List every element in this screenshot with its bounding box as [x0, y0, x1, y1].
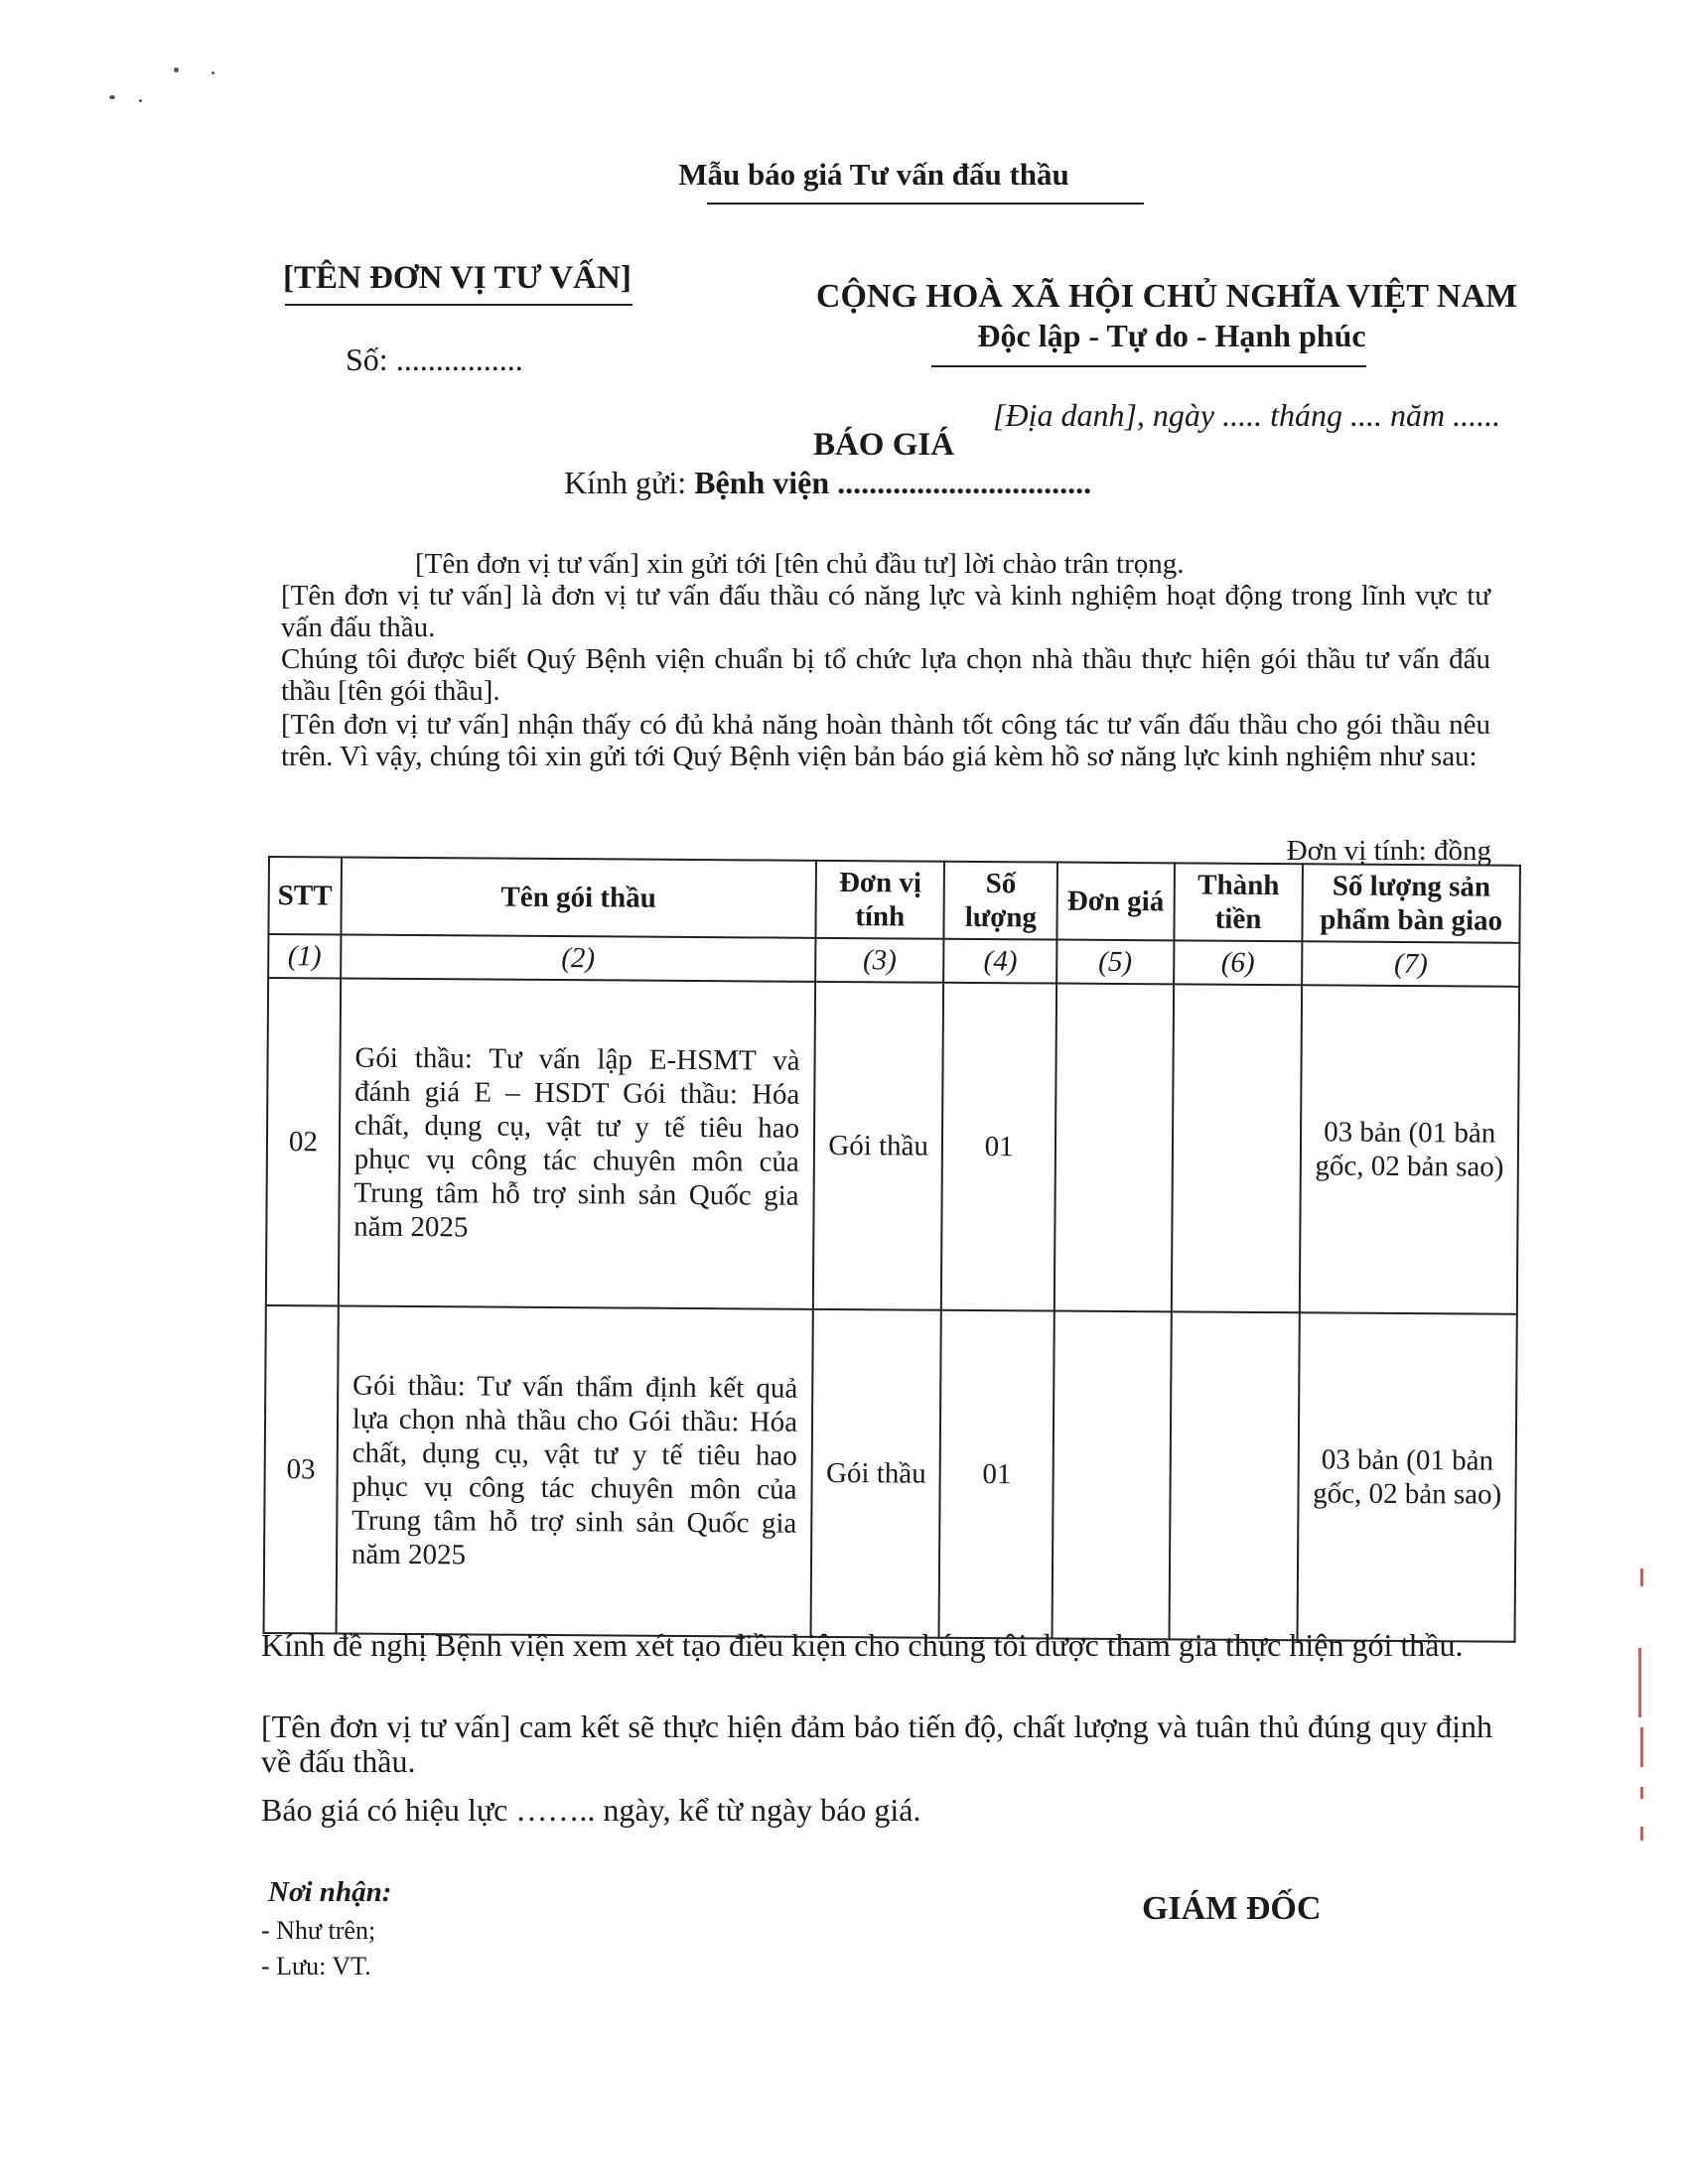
recipient-item: - Như trên; [261, 1916, 376, 1945]
recipient-name: Bệnh viện ................................ [694, 465, 1092, 500]
scan-speck [109, 95, 115, 99]
index-cell: (1) [268, 934, 341, 979]
scan-speck [211, 71, 214, 74]
header-quantity: Số lượng [944, 862, 1057, 940]
org-name: [TÊN ĐƠN VỊ TƯ VẤN] [283, 260, 632, 296]
intro-paragraph-2: [Tên đơn vị tư vấn] là đơn vị tư vấn đấu thầu có năng lực và kinh nghiệm hoạt động trong lĩnh vực tư vấn đấu thầu. [281, 580, 1490, 643]
row-total [1171, 984, 1302, 1312]
index-cell: (3) [815, 938, 944, 983]
header-package-name: Tên gói thầu [341, 858, 816, 938]
row-unit: Gói thầu [811, 1309, 942, 1638]
recipient-item: - Lưu: VT. [261, 1952, 371, 1980]
index-cell: (7) [1302, 941, 1519, 987]
index-cell: (5) [1056, 940, 1174, 985]
scan-edge-mark [1640, 1827, 1643, 1841]
scan-edge-mark [1640, 1569, 1643, 1586]
row-unit: Gói thầu [813, 982, 944, 1310]
index-cell: (6) [1174, 940, 1303, 985]
row-quantity: 01 [941, 983, 1056, 1311]
row-stt: 03 [264, 1305, 339, 1634]
recipient-prefix: Kính gửi: [564, 465, 687, 500]
header-stt: STT [268, 857, 341, 935]
document-number: Số: ................ [346, 341, 523, 377]
recipients-title: Nơi nhận: [268, 1876, 392, 1908]
scan-speck [139, 99, 142, 102]
row-stt: 02 [266, 978, 341, 1306]
recipient-line [564, 465, 1091, 501]
table-header-row [268, 857, 1520, 943]
form-title: Mẫu báo giá Tư vấn đấu thầu [678, 157, 1069, 192]
header-deliverables: Số lượng sản phẩm bàn giao [1303, 864, 1520, 943]
row-package-name: Gói thầu: Tư vấn lập E-HSMT và đánh giá E – HSDT Gói thầu: Hóa chất, dụng cụ, vật tư y tế tiêu hao phục vụ công tác chuyên môn của Trung tâm hỗ trợ sinh sản Quốc gia năm 2025 [339, 979, 815, 1309]
index-cell: (4) [943, 939, 1056, 984]
row-unit-price [1053, 1311, 1172, 1640]
national-motto: Độc lập - Tự do - Hạnh phúc [977, 318, 1366, 353]
closing-paragraph-1: Kính đề nghị Bệnh viện xem xét tạo điều kiện cho chúng tôi được tham gia thực hiện gói thầu. [261, 1627, 1464, 1663]
row-quantity: 01 [939, 1310, 1055, 1639]
row-deliverables: 03 bản (01 bản gốc, 02 bản sao) [1298, 1312, 1517, 1642]
table-row [266, 978, 1519, 1314]
table-row [264, 1305, 1517, 1642]
row-unit-price [1055, 984, 1174, 1312]
header-unit: Đơn vị tính [815, 861, 944, 939]
form-title-underline [707, 203, 1144, 205]
row-deliverables: 03 bản (01 bản gốc, 02 bản sao) [1300, 985, 1519, 1314]
header-unit-price: Đơn giá [1057, 863, 1175, 941]
row-total [1169, 1311, 1300, 1640]
quotation-table [263, 856, 1521, 1643]
signer-title: GIÁM ĐỐC [1142, 1890, 1322, 1927]
document-title: BÁO GIÁ [812, 427, 955, 463]
intro-paragraph-4: [Tên đơn vị tư vấn] nhận thấy có đủ khả năng hoàn thành tốt công tác tư vấn đấu thầu cho gói thầu nêu trên. Vì vậy, chúng tôi xin gửi tới Quý Bệnh viện bản báo giá kèm hồ sơ năng lực kinh nghiệm như sau: [281, 709, 1490, 772]
closing-paragraph-2: [Tên đơn vị tư vấn] cam kết sẽ thực hiện đảm bảo tiến độ, chất lượng và tuân thủ đúng quy định về đấu thầu. [261, 1708, 1492, 1779]
row-package-name: Gói thầu: Tư vấn thẩm định kết quả lựa chọn nhà thầu cho Gói thầu: Hóa chất, dụng cụ, vật tư y tế tiêu hao phục vụ công tác chuyên môn của Trung tâm hỗ trợ sinh sản Quốc gia năm 2025 [336, 1306, 812, 1637]
scan-speck [174, 68, 179, 72]
date-line: [Địa danh], ngày ..... tháng .... năm ...... [993, 397, 1501, 433]
closing-paragraph-3: Báo giá có hiệu lực …….. ngày, kể từ ngày báo giá. [261, 1792, 921, 1828]
scan-edge-mark [1640, 1727, 1643, 1767]
unit-note: Đơn vị tính: đồng [1286, 835, 1491, 867]
national-title: CỘNG HOÀ XÃ HỘI CHỦ NGHĨA VIỆT NAM [815, 278, 1518, 315]
header-total: Thành tiền [1174, 863, 1303, 941]
org-underline [285, 304, 633, 306]
intro-paragraph-3: Chúng tôi được biết Quý Bệnh viện chuẩn bị tổ chức lựa chọn nhà thầu thực hiện gói thầu tư vấn đấu thầu [tên gói thầu]. [281, 643, 1490, 707]
intro-paragraph-1: [Tên đơn vị tư vấn] xin gửi tới [tên chủ đầu tư] lời chào trân trọng. [415, 548, 1185, 580]
scan-edge-mark [1638, 1648, 1641, 1717]
index-cell: (2) [341, 935, 815, 982]
motto-underline [931, 365, 1366, 367]
scan-edge-mark [1640, 1787, 1643, 1799]
